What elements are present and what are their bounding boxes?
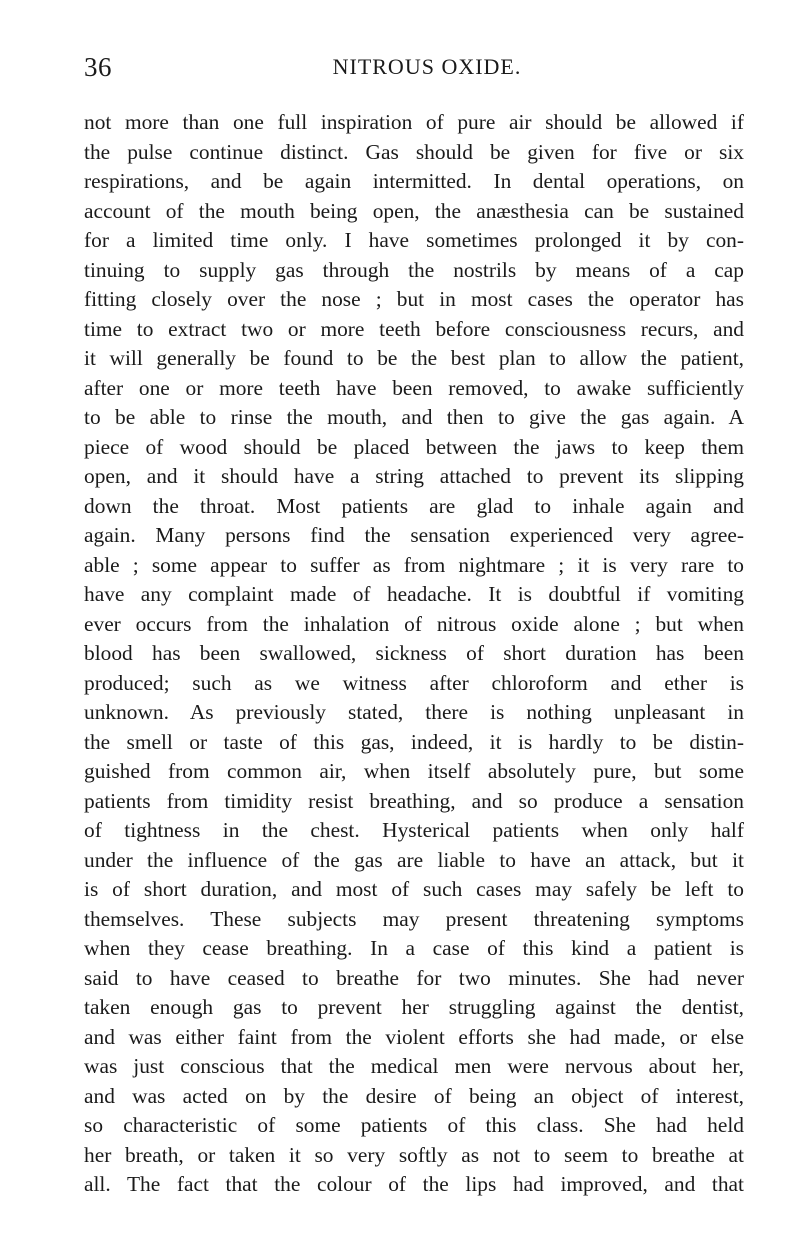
text-line: was just conscious that the medical men were nervous about her, [84,1054,744,1078]
text-line: fitting closely over the nose ; but in most cases the operator has [84,287,744,311]
text-line: the pulse continue distinct. Gas should be given for five or six [84,139,744,164]
text-line: for a limited time only. I have sometimes prolonged it by con- [84,228,744,252]
text-line: able ; some appear to suffer as from nightmare ; it is very rare to [84,552,744,577]
text-line: so characteristic of some patients of this class. She had held [84,1113,744,1137]
text-line: not more than one full inspiration of pure air should be allowed if [84,110,744,134]
running-head [84,52,744,82]
text-line: guished from common air, when itself absolutely pure, but some [84,759,744,783]
text-line: unknown. As previously stated, there is nothing unpleasant in [84,700,744,724]
text-line: have any complaint made of headache. It is doubtful if vomiting [84,582,744,606]
text-line: down the throat. Most patients are glad to inhale again and [84,493,744,518]
text-line: it will generally be found to be the best plan to allow the patient, [84,346,744,370]
text-line: time to extract two or more teeth before consciousness recurs, and [84,316,744,341]
running-title: NITROUS OXIDE. [332,54,522,79]
text-line: patients from timidity resist breathing, and so produce a sensation [84,788,744,813]
text-line: is of short duration, and most of such cases may safely be left to [84,877,744,901]
text-line: and was acted on by the desire of being an object of interest, [84,1083,744,1108]
text-line: tinuing to supply gas through the nostrils by means of a cap [84,257,744,282]
text-line: ever occurs from the inhalation of nitrous oxide alone ; but when [84,611,744,636]
text-line: her breath, or taken it so very softly as not to seem to breathe at [84,1142,744,1167]
text-line: respirations, and be again intermitted. In dental operations, on [84,169,744,193]
page-number: 36 [84,52,112,82]
text-line: produced; such as we witness after chloroform and ether is [84,670,744,695]
text-line: piece of wood should be placed between the jaws to keep them [84,434,744,459]
text-line: to be able to rinse the mouth, and then to give the gas again. A [84,405,744,429]
text-line: account of the mouth being open, the anæsthesia can be sustained [84,198,744,223]
body-text [84,108,744,1200]
text-line: blood has been swallowed, sickness of short duration has been [84,641,744,665]
text-line: again. Many persons find the sensation experienced very agree- [84,523,744,547]
text-line: of tightness in the chest. Hysterical patients when only half [84,818,744,842]
text-line: under the influence of the gas are liable to have an attack, but it [84,847,744,872]
text-line: themselves. These subjects may present threatening symptoms [84,906,744,931]
text-line: taken enough gas to prevent her struggling against the dentist, [84,995,744,1019]
text-line: after one or more teeth have been removed, to awake sufficiently [84,375,744,400]
text-line: and was either faint from the violent efforts she had made, or else [84,1024,744,1049]
text-line: the smell or taste of this gas, indeed, it is hardly to be distin- [84,729,744,754]
text-line: all. The fact that the colour of the lips had improved, and that [84,1172,744,1196]
text-line: said to have ceased to breathe for two minutes. She had never [84,965,744,990]
text-line: open, and it should have a string attached to prevent its slipping [84,464,744,488]
text-line: when they cease breathing. In a case of this kind a patient is [84,936,744,960]
